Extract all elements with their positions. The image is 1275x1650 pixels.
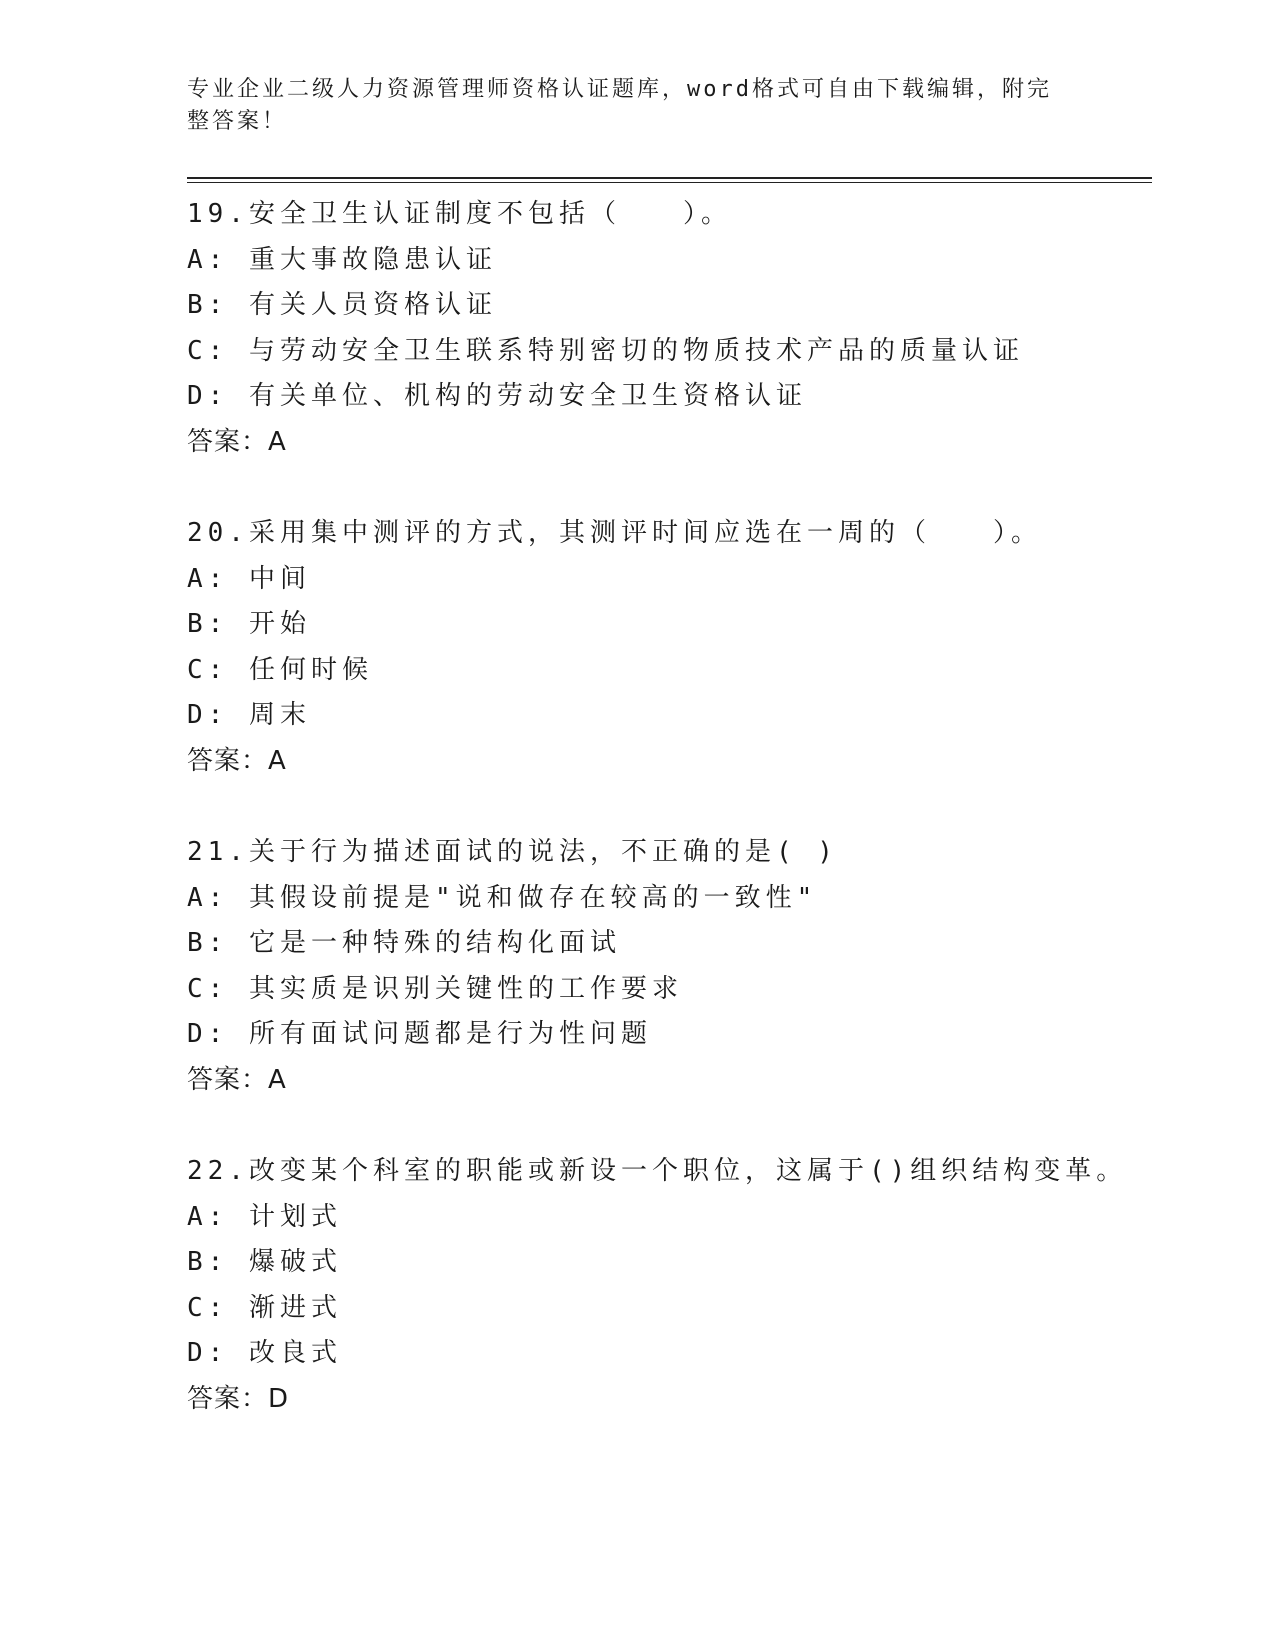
answer-line: 答案：D <box>187 1383 290 1414</box>
option-d: D: 改良式 <box>187 1338 342 1368</box>
answer-line: 答案：A <box>187 1064 287 1095</box>
document-header: 专业企业二级人力资源管理师资格认证题库，word格式可自由下载编辑，附完整答案！ <box>187 77 1052 134</box>
option-a: A: 计划式 <box>187 1201 342 1232</box>
question-stem: 22.改变某个科室的职能或新设一个职位，这属于()组织结构变革。 <box>187 1156 1128 1186</box>
option-c: C: 与劳动安全卫生联系特别密切的物质技术产品的质量认证 <box>187 335 1024 366</box>
question-stem: 21.关于行为描述面试的说法，不正确的是( ) <box>187 837 838 867</box>
header-divider-thin <box>187 182 1152 183</box>
answer-line: 答案：A <box>187 745 287 776</box>
option-a: A: 重大事故隐患认证 <box>187 244 497 275</box>
question-stem: 19.安全卫生认证制度不包括（ ）。 <box>187 199 732 229</box>
question-20 <box>187 511 1167 784</box>
option-b: B: 它是一种特殊的结构化面试 <box>187 928 621 958</box>
option-b: B: 爆破式 <box>187 1247 342 1277</box>
option-c: C: 任何时候 <box>187 654 373 685</box>
answer-line: 答案：A <box>187 426 287 457</box>
option-d: D: 所有面试问题都是行为性问题 <box>187 1019 652 1049</box>
option-b: B: 开始 <box>187 609 311 639</box>
question-22 <box>187 1149 1167 1422</box>
option-d: D: 有关单位、机构的劳动安全卫生资格认证 <box>187 381 807 411</box>
option-d: D: 周末 <box>187 700 311 730</box>
option-a: A: 其假设前提是"说和做存在较高的一致性" <box>187 882 818 913</box>
question-stem: 20.采用集中测评的方式，其测评时间应选在一周的（ ）。 <box>187 518 1042 548</box>
question-21 <box>187 830 1167 1103</box>
option-a: A: 中间 <box>187 563 311 594</box>
option-c: C: 其实质是识别关键性的工作要求 <box>187 973 683 1004</box>
option-c: C: 渐进式 <box>187 1292 342 1323</box>
option-b: B: 有关人员资格认证 <box>187 290 497 320</box>
question-19 <box>187 192 1167 465</box>
header-divider-thick <box>187 177 1152 179</box>
